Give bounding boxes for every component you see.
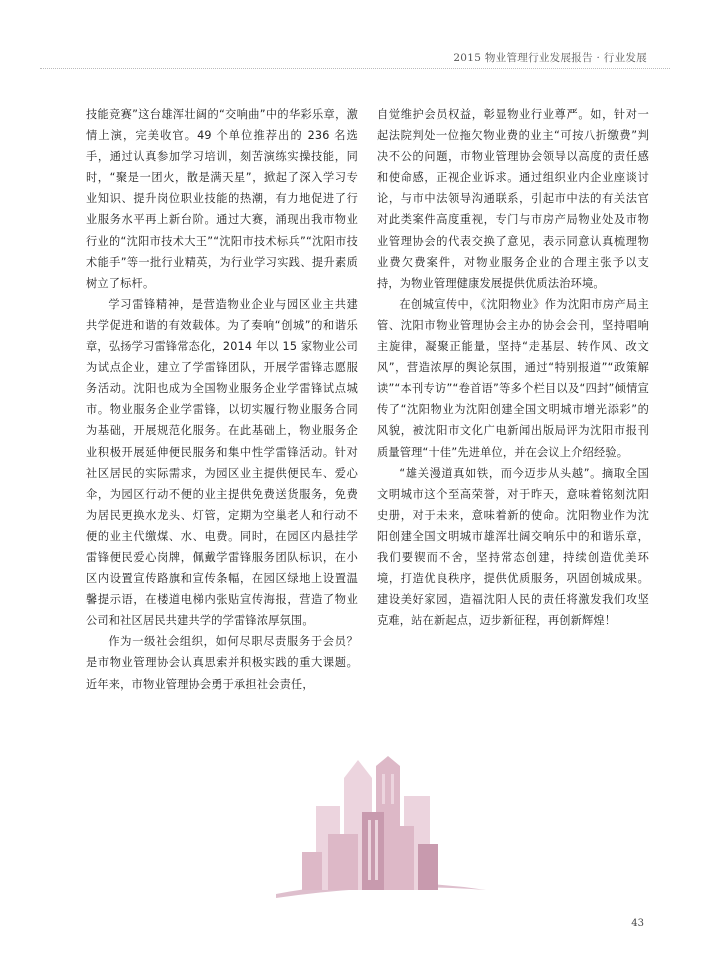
paragraph: 学习雷锋精神，是营造物业企业与园区业主共建共学促进和谐的有效载体。为了奏响“创城”的和谐乐章，弘扬学习雷锋常态化，2014 年以 15 家物业公司为试点企业，建立了学雷锋团队，开展学雷锋志愿服务活动。沈阳也成为全国物业服务企业学雷锋试点城市。物业服务企业学雷锋，以切实履行物业服务合同为基础，开展规范化服务。在此基础上，物业服务企业积极开展延伸便民服务和集中性学雷锋活动。针对社区居民的实际需求，为园区业主提供便民车、爱心伞，为园区行动不便的业主提供免费送货服务，免费为居民更换水龙头、灯管，定期为空巢老人和行动不便的业主代缴煤、水、电费。同时，在园区内悬挂学雷锋便民爱心岗牌，佩戴学雷锋服务团队标识，在小区内设置宣传路旗和宣传条幅，在园区绿地上设置温馨提示语，在楼道电梯内张贴宣传海报，营造了物业公司和社区居民共建共学的学雷锋浓厚氛围。 — [86, 297, 358, 628]
building-spire — [344, 760, 372, 778]
building-front-far-left — [302, 852, 322, 890]
window-strip — [382, 774, 385, 804]
header-divider — [40, 68, 670, 69]
window-strip — [375, 820, 378, 880]
window-strip — [391, 774, 394, 804]
page-number: 43 — [631, 918, 644, 929]
paragraph: 在创城宣传中，《沈阳物业》作为沈阳市房产局主管、沈阳市物业管理协会主办的协会会刊，坚持唱响主旋律，凝聚正能量，坚持“走基层、转作风、改文风”，营造浓厚的舆论氛围，通过“特别报道”“政策解读”“本刊专访”“卷首语”等多个栏目以及“四封”倾情宣传了“沈阳物业为沈阳创建全国文明城市增光添彩”的风貌，被沈阳市文化广电新闻出版局评为沈阳市报刊质量管理“十佳”先进单位，并在会议上介绍经验。 — [377, 297, 649, 459]
window-strip — [368, 820, 371, 880]
right-column — [377, 104, 649, 631]
building-front-right — [388, 826, 414, 890]
paragraph: 技能竞赛”这台雄浑壮阔的“交响曲”中的华彩乐章，激情上演，完美收官。49 个单位推荐出的 236 名选手，通过认真参加学习培训，刻苦演练实操技能，同时，“聚是一团火，散是满天星”，掀起了深入学习专业知识、提升岗位职业技能的热潮，有力地促进了行业服务水平再上新台阶。通过大赛，涌现出我市物业行业的“沈阳市技术大王”“沈阳市技术标兵”“沈阳市技术能手”等一批行业精英，为行业学习实践、提升素质树立了标杆。 — [86, 108, 358, 290]
paragraph: 作为一级社会组织，如何尽职尽责服务于会员？是市物业管理协会认真思索并积极实践的重大课题。近年来，市物业管理协会勇于承担社会责任， — [86, 635, 358, 691]
building-front-far-right — [418, 844, 438, 890]
building-front-center — [362, 812, 384, 890]
running-header: 2015 物业管理行业发展报告 · 行业发展 — [453, 52, 647, 64]
paragraph: “雄关漫道真如铁，而今迈步从头越”。摘取全国文明城市这个至高荣誉，对于昨天，意味着铭刻沈阳史册，对于未来，意味着新的使命。沈阳物业作为沈阳创建全国文明城市雄浑壮阔交响乐中的和谐乐章，我们要锲而不舍，坚持常态创建，持续创造优美环境，打造优良秩序，提供优质服务，巩固创城成果。建设美好家园，造福沈阳人民的责任将激发我们攻坚克难，站在新起点，迈步新征程，再创新辉煌！ — [377, 466, 649, 628]
paragraph: 自觉维护会员权益，彰显物业行业尊严。如，针对一起法院判处一位拖欠物业费的业主“可按八折缴费”判决不公的问题，市物业管理协会领导以高度的责任感和使命感，正视企业诉求。通过组织业内企业座谈讨论，与市中法领导沟通联系，引起市中法的有关法官对此类案件高度重视，专门与市房产局物业处及市物业管理协会的代表交换了意见，表示同意认真梳理物业费欠费案件，对物业服务企业的合理主张予以支持，为物业管理健康发展提供优质法治环境。 — [377, 108, 649, 290]
building-front-left — [328, 834, 358, 890]
left-column — [86, 104, 358, 695]
building-roof — [376, 756, 400, 766]
city-skyline-illustration — [276, 756, 486, 904]
